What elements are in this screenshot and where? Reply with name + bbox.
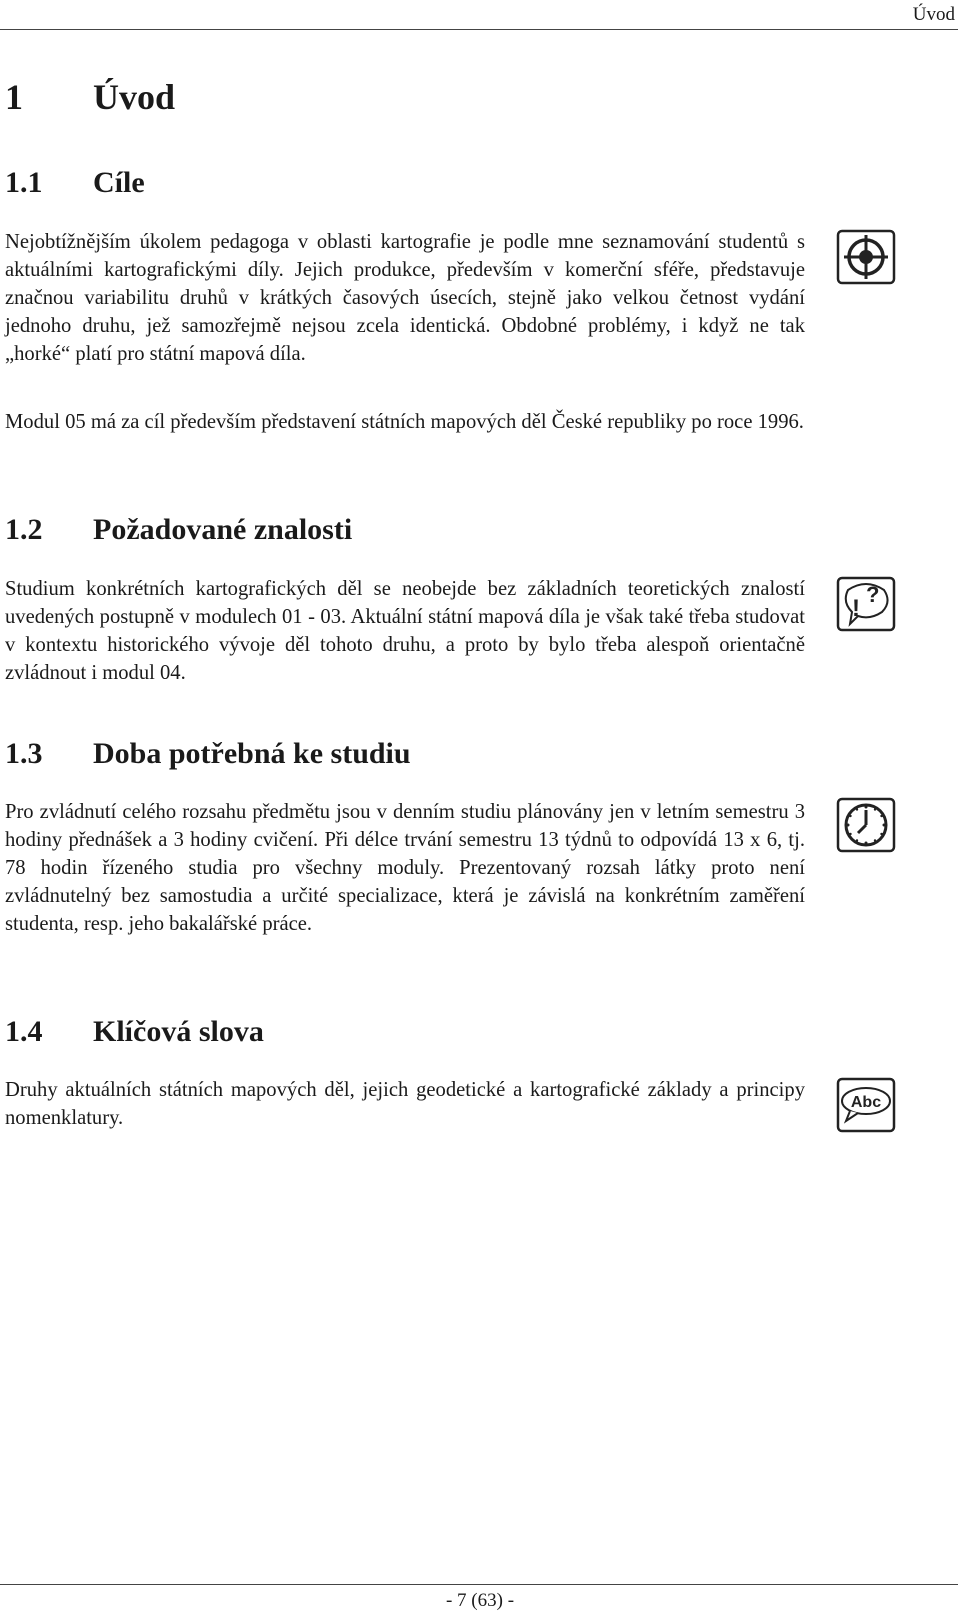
paragraph: Modul 05 má za cíl především představení státních mapových děl České republiky po roce 1996. xyxy=(5,411,804,433)
clock-icon xyxy=(836,797,896,853)
paragraph: Nejobtížnějším úkolem pedagoga v oblasti kartografie je podle mne seznamování studentů s aktuálními kartografickými díly. Jejich produkce, především v komerční sféře, představuje značnou variabilitu druhů v krátkých časových úsecích, stejně jako velkou četnost vydání jednoho druhu, jež samozřejmě nejsou zcela identická. Obdobné problémy, i když ne tak „horké“ platí pro státní mapová díla. xyxy=(5,231,805,365)
section-number: 1.2 xyxy=(5,513,43,546)
svg-text:?: ? xyxy=(866,582,880,607)
running-head: Úvod xyxy=(912,4,955,25)
section-title: Požadované znalosti xyxy=(93,513,353,546)
paragraph: Druhy aktuálních státních mapových děl, jejich geodetické a kartografické základy a principy nomenklatury. xyxy=(5,1079,805,1129)
abc-keywords-icon xyxy=(836,1077,896,1133)
section-title: Doba potřebná ke studiu xyxy=(93,737,411,770)
section-heading-1-4 xyxy=(5,1015,264,1049)
paragraph: Pro zvládnutí celého rozsahu předmětu jsou v denním studiu plánovány jen v letním semestru 3 hodiny přednášek a 3 hodiny cvičení. Při délce trvání semestru 13 týdnů to odpovídá 13 x 6, tj. 78 hodin řízeného studia pro všechny moduly. Prezentovaný rozsah látky proto není zvládnutelný bez samostudia a určité specializace, která je závislá na konkrétním zaměření studenta, resp. jeho bakalářské práce. xyxy=(5,801,805,935)
chapter-number: 1 xyxy=(5,77,23,117)
section-number: 1.4 xyxy=(5,1015,43,1048)
footer-rule xyxy=(0,1584,958,1585)
question-exclamation-icon xyxy=(836,576,896,632)
section-heading-1-3 xyxy=(5,737,411,771)
section-heading-1-1 xyxy=(5,166,145,200)
svg-text:!: ! xyxy=(852,595,860,622)
page-number: - 7 (63) - xyxy=(445,1590,515,1611)
paragraph: Studium konkrétních kartografických děl se neobejde bez základních teoretických znalostí uvedených postupně v modulech 01 - 03. Aktuální státní mapová díla je však také třeba studovat v kontextu historického vývoje děl tohoto druhu, a proto by bylo třeba alespoň orientačně zvládnout i modul 04. xyxy=(5,578,805,684)
header-rule xyxy=(0,29,958,30)
section-heading-1-2 xyxy=(5,513,352,547)
section-number: 1.1 xyxy=(5,166,43,199)
section-title: Cíle xyxy=(93,166,145,199)
chapter-title: Úvod xyxy=(93,77,176,117)
section-number: 1.3 xyxy=(5,737,43,770)
abc-label: Abc xyxy=(850,1094,882,1111)
chapter-heading xyxy=(5,76,175,118)
target-icon xyxy=(836,229,896,285)
section-title: Klíčová slova xyxy=(93,1015,264,1048)
